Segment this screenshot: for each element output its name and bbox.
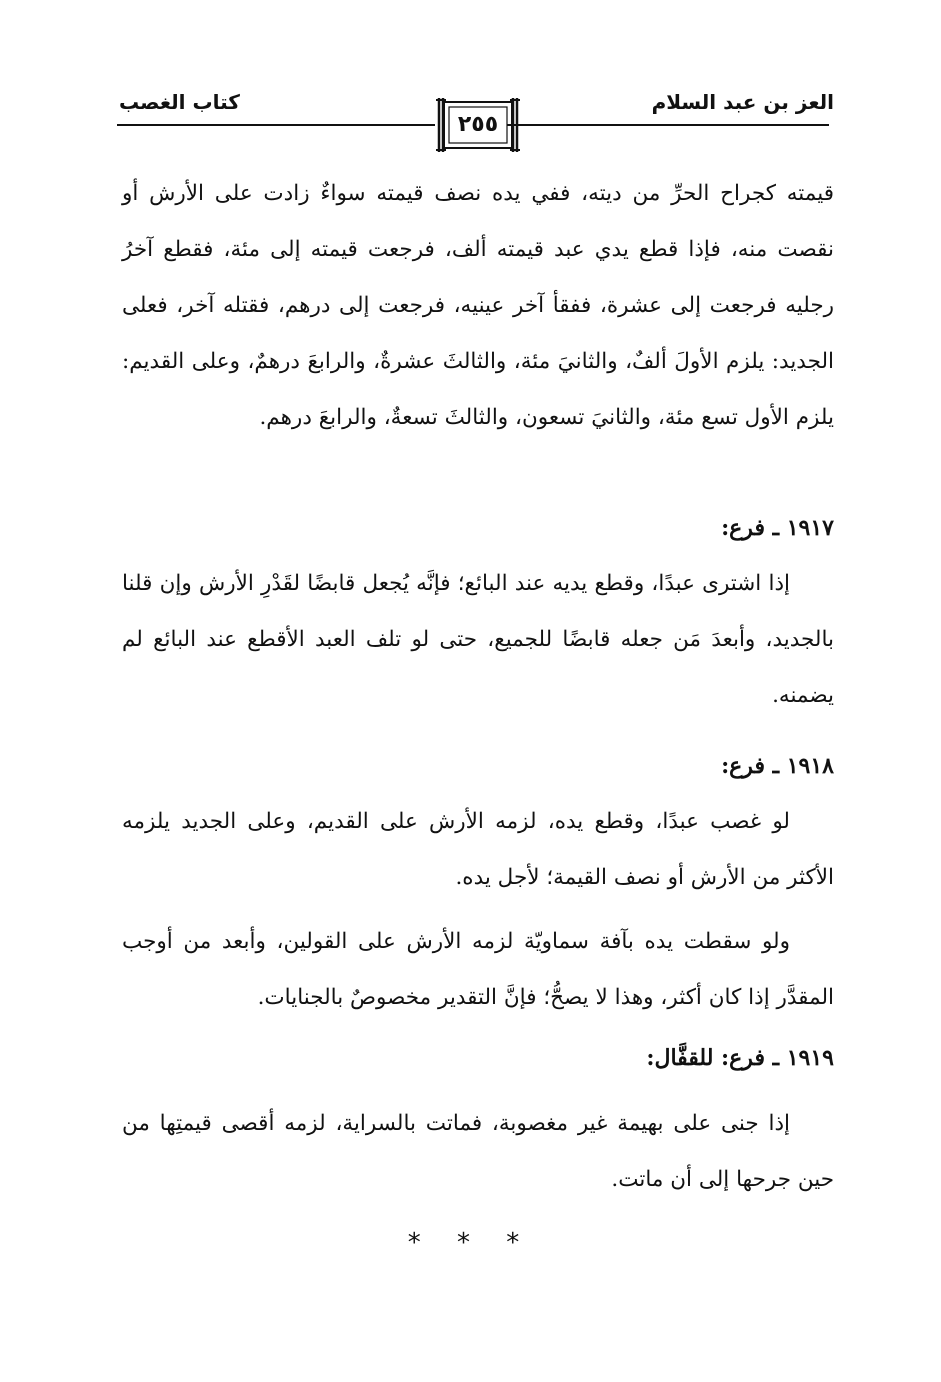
paragraph-1918-a: لو غصب عبدًا، وقطع يده، لزمه الأرش على القديم، وعلى الجديد يلزمه الأكثر من الأرش أو نصف القيمة؛ لأجل يده.: [122, 809, 834, 890]
page-number-frame: [436, 98, 520, 152]
running-header-book-title: كتاب الغصب: [119, 90, 240, 114]
section-end-ornament: * * *: [407, 1228, 534, 1258]
section-heading-1918: ١٩١٨ ـ فرع:: [721, 753, 834, 779]
header-rule-right: [507, 124, 829, 126]
running-header-author: العز بن عبد السلام: [651, 90, 834, 114]
page-number: ٢٥٥: [457, 112, 499, 137]
paragraph-1917: إذا اشترى عبدًا، وقطع يديه عند البائع؛ فإنَّه يُجعل قابضًا لقَدْرِ الأرش وإن قلنا بالجديد، وأبعدَ مَن جعله قابضًا للجميع، حتى لو تلف العبد الأقطع عند البائع لم يضمنه.: [122, 571, 834, 708]
header-rule-left: [117, 124, 435, 126]
paragraph-1919: إذا جنى على بهيمة غير مغصوبة، فماتت بالسراية، لزمه أقصى قيمتِها من حين جرحها إلى أن ماتت.: [122, 1111, 834, 1192]
paragraph-continuation: قيمته كجراح الحرِّ من ديته، ففي يده نصف قيمته سواءٌ زادت على الأرش أو نقصت منه، فإذا قطع يدي عبد قيمته ألف، فرجعت قيمته إلى مئة، فقطع آخرُ رجليه فرجعت إلى عشرة، ففقأ آخر عينيه، فرجعت إلى درهم، فقتله آخر، فعلى الجديد: يلزم الأولَ ألفٌ، والثانيَ مئة، والثالثَ عشرةٌ، والرابعَ درهمٌ، وعلى القديم: يلزم الأول تسع مئة، والثانيَ تسعون، والثالثَ تسعةٌ، والرابعَ درهم.: [122, 181, 834, 430]
section-heading-1917: ١٩١٧ ـ فرع:: [721, 515, 834, 541]
section-heading-1919: ١٩١٩ ـ فرع: للقفَّال:: [646, 1045, 834, 1071]
paragraph-1918-b: ولو سقطت يده بآفة سماويّة لزمه الأرش على القولين، وأبعد من أوجب المقدَّر إذا كان أكثر، وهذا لا يصحُّ؛ فإنَّ التقدير مخصوصٌ بالجنايات.: [122, 929, 834, 1010]
